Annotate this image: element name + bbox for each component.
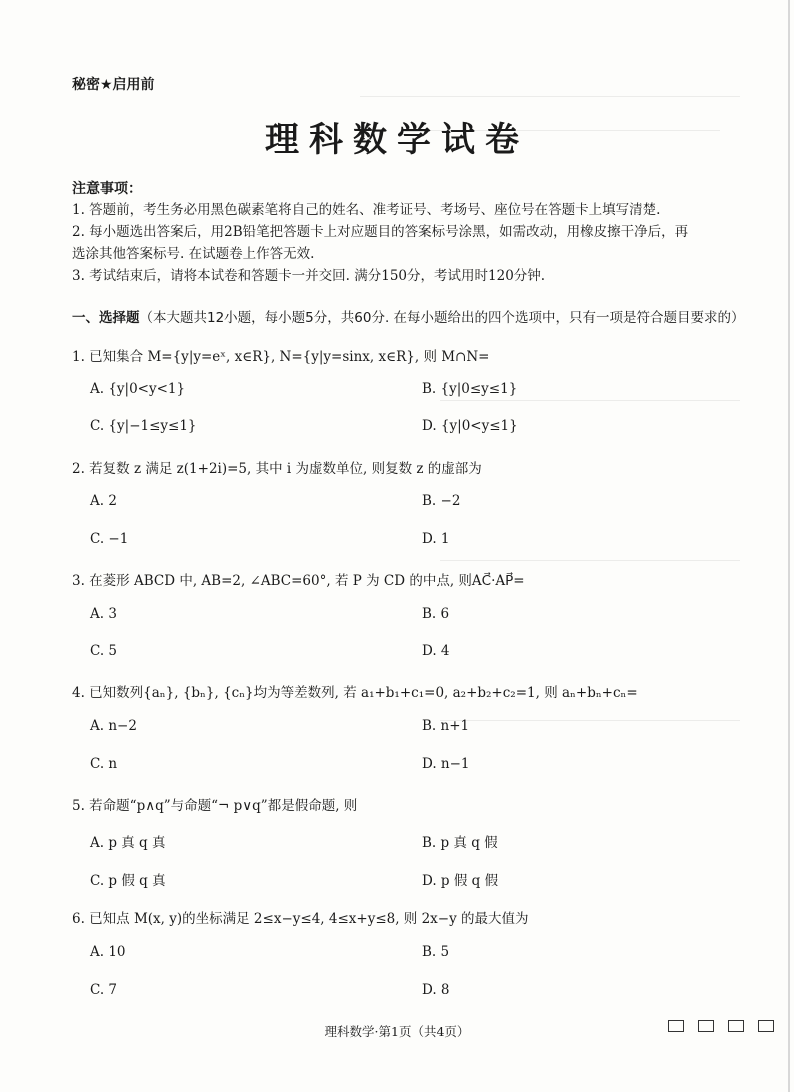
option-d: D. n−1: [422, 756, 470, 772]
notice-item: 1. 答题前，考生务必用黑色碳素笔将自己的姓名、准考证号、考场号、座位号在答题卡上填写清楚.: [72, 202, 661, 218]
option-c: C. 7: [90, 982, 118, 998]
question-stem: 4. 已知数列{aₙ}, {bₙ}, {cₙ}均为等差数列, 若 a₁+b₁+c₁=0, a₂+b₂+c₂=1, 则 aₙ+bₙ+cₙ=: [72, 685, 638, 701]
page-title: 理科数学试卷: [265, 120, 529, 160]
option-c: C. 5: [90, 643, 118, 659]
option-d: D. 1: [422, 531, 450, 547]
option-c: C. −1: [90, 531, 129, 547]
option-b: B. n+1: [422, 718, 470, 734]
section-label: 一、选择题: [72, 310, 140, 326]
bleed-through: [440, 400, 740, 402]
question-stem: 1. 已知集合 M={y|y=eˣ, x∈R}, N={y|y=sinx, x∈R}, 则 M∩N=: [72, 349, 490, 365]
corner-marks: [668, 1020, 774, 1032]
notice-item: 选涂其他答案标号. 在试题卷上作答无效.: [72, 246, 315, 262]
section-heading: [72, 306, 745, 326]
bleed-through: [440, 720, 740, 722]
notice-item: 2. 每小题选出答案后，用2B铅笔把答题卡上对应题目的答案标号涂黑，如需改动，用橡皮擦干净后，再: [72, 224, 689, 240]
bleed-through: [440, 560, 740, 562]
question-stem: 6. 已知点 M(x, y)的坐标满足 2≤x−y≤4, 4≤x+y≤8, 则 2x−y 的最大值为: [72, 911, 529, 927]
option-a: A. n−2: [90, 718, 137, 734]
scan-edge: [788, 0, 790, 1092]
notice-item: 3. 考试结束后，请将本试卷和答题卡一并交回. 满分150分，考试用时120分钟.: [72, 268, 546, 284]
mark-box: [728, 1020, 744, 1032]
option-d: D. 8: [422, 982, 450, 998]
option-b: B. p 真 q 假: [422, 835, 498, 851]
notice-heading: 注意事项：: [72, 181, 142, 197]
option-a: A. 10: [90, 944, 126, 960]
option-a: A. 2: [90, 493, 117, 509]
option-c: C. n: [90, 756, 118, 772]
bleed-through: [360, 96, 740, 98]
option-b: B. 6: [422, 606, 450, 622]
option-c: C. {y|−1≤y≤1}: [90, 418, 197, 434]
question-stem: 3. 在菱形 ABCD 中, AB=2, ∠ABC=60°, 若 P 为 CD 的中点, 则AC⃗·AP⃗=: [72, 573, 525, 589]
option-b: B. {y|0≤y≤1}: [422, 381, 518, 397]
option-d: D. p 假 q 假: [422, 873, 499, 889]
option-a: A. 3: [90, 606, 117, 622]
mark-box: [758, 1020, 774, 1032]
section-desc: （本大题共12小题，每小题5分，共60分. 在每小题给出的四个选项中，只有一项是符合题目要求的）: [139, 310, 745, 326]
page-footer: 理科数学·第1页（共4页）: [324, 1024, 470, 1039]
mark-box: [698, 1020, 714, 1032]
option-a: A. p 真 q 真: [90, 835, 166, 851]
option-d: D. {y|0<y≤1}: [422, 418, 518, 434]
option-b: B. −2: [422, 493, 461, 509]
option-d: D. 4: [422, 643, 450, 659]
secret-label: 秘密★启用前: [72, 77, 155, 93]
question-stem: 5. 若命题“p∧q”与命题“¬ p∨q”都是假命题, 则: [72, 798, 358, 814]
mark-box: [668, 1020, 684, 1032]
option-c: C. p 假 q 真: [90, 873, 166, 889]
option-a: A. {y|0<y<1}: [90, 381, 186, 397]
question-stem: 2. 若复数 z 满足 z(1+2i)=5, 其中 i 为虚数单位, 则复数 z 的虚部为: [72, 461, 482, 477]
option-b: B. 5: [422, 944, 450, 960]
